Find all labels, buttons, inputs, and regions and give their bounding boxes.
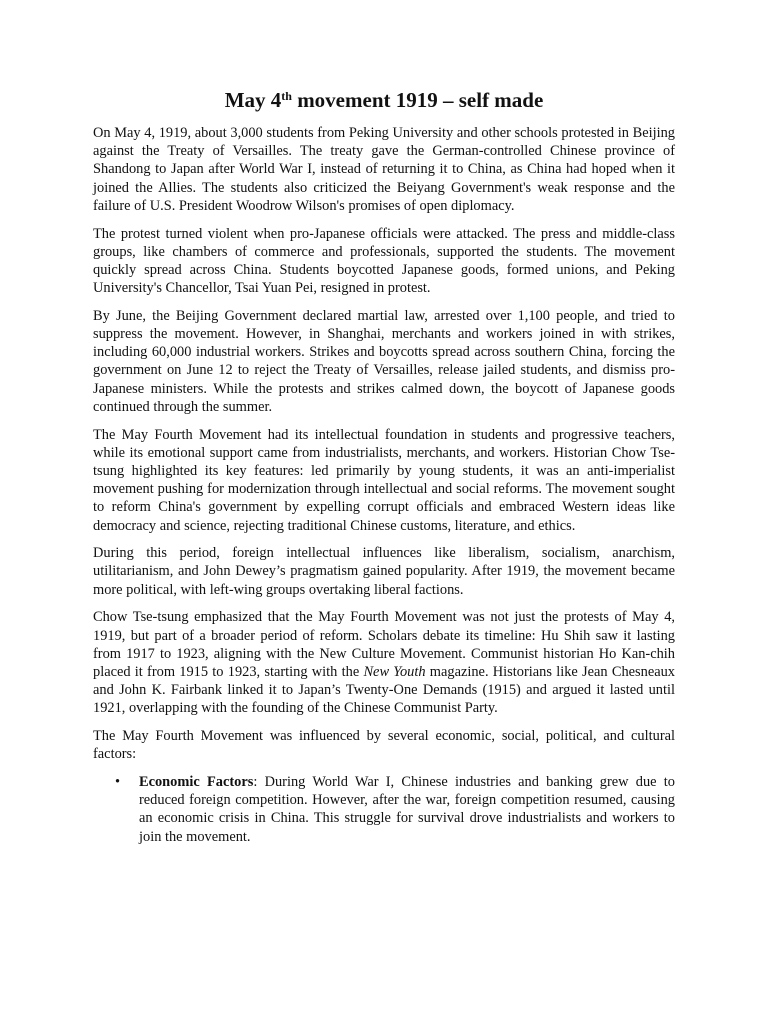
paragraph-3: By June, the Beijing Government declared martial law, arrested over 1,100 people, and tried to suppress the movement. However, in Shanghai, merchants and workers joined in with strikes, including 60,000 industrial workers. Strikes and boycotts spread across southern China, forcing the government on June 12 to reject the Treaty of Versailles, release jailed students, and dismiss pro-Japanese ministers. While the protests and strikes calmed down, the boycott of Japanese goods continued through the summer. [93, 307, 675, 415]
paragraph-5: During this period, foreign intellectual influences like liberalism, socialism, anarchism, utilitarianism, and John Dewey’s pragmatism gained popularity. After 1919, the movement became more political, with left-wing groups overtaking liberal factions. [93, 545, 675, 598]
page-title [93, 86, 675, 114]
list-item [93, 773, 675, 846]
bullet-text: : During World War I, Chinese industries and banking grew due to reduced foreign competition. However, after the war, foreign competition resumed, causing an economic crisis in China. This struggle for survival drove industrialists and workers to join the movement. [139, 774, 675, 845]
new-youth-title: New Youth [363, 663, 426, 680]
paragraph-6-text-after: magazine. Historians like Jean Chesneaux and John K. Fairbank linked it to Japan’s Twenty-One Demands (1915) and argued it lasted until 1921, overlapping with the founding of the Chinese Communist Party. [93, 663, 675, 717]
title-superscript: th [281, 89, 292, 103]
title-prefix: May 4 [224, 88, 282, 112]
paragraph-4: The May Fourth Movement had its intellectual foundation in students and progressive teachers, while its emotional support came from industrialists, merchants, and workers. Historian Chow Tse-tsung highlighted its key features: led primarily by young students, it was an anti-imperialist movement pushing for modernization through intellectual and social reforms. The movement sought to reform China's government by expelling corrupt officials and embraced Western ideas like democracy and science, rejecting traditional Chinese customs, literature, and ethics. [93, 426, 675, 534]
paragraph-6 [93, 608, 675, 717]
paragraph-6-text-before: Chow Tse-tsung emphasized that the May Fourth Movement was not just the protests of May 4, 1919, but part of a broader period of reform. Scholars debate its timeline: Hu Shih saw it lasting from 1917 to 1923, aligning with the New Culture Movement. Communist historian Ho Kan-chih placed it from 1915 to 1923, starting with the [93, 609, 675, 680]
document-page [93, 86, 675, 846]
paragraph-1: On May 4, 1919, about 3,000 students from Peking University and other schools protested in Beijing against the Treaty of Versailles. The treaty gave the German-controlled Chinese province of Shandong to Japan after World War I, instead of returning it to China, as China had hoped when it joined the Allies. The students also criticized the Beiyang Government's weak response and the failure of U.S. President Woodrow Wilson's promises of open diplomacy. [93, 125, 675, 214]
paragraph-2: The protest turned violent when pro-Japanese officials were attacked. The press and middle-class groups, like chambers of commerce and professionals, supported the students. The movement quickly spread across China. Students boycotted Japanese goods, formed unions, and Peking University's Chancellor, Tsai Yuan Pei, resigned in protest. [93, 225, 675, 297]
bullet-icon: • [115, 774, 121, 790]
bullet-term: Economic Factors [139, 774, 254, 790]
paragraph-7: The May Fourth Movement was influenced by several economic, social, political, and cultural factors: [93, 728, 675, 763]
title-suffix: movement 1919 – self made [291, 88, 544, 112]
factors-list [93, 773, 675, 846]
